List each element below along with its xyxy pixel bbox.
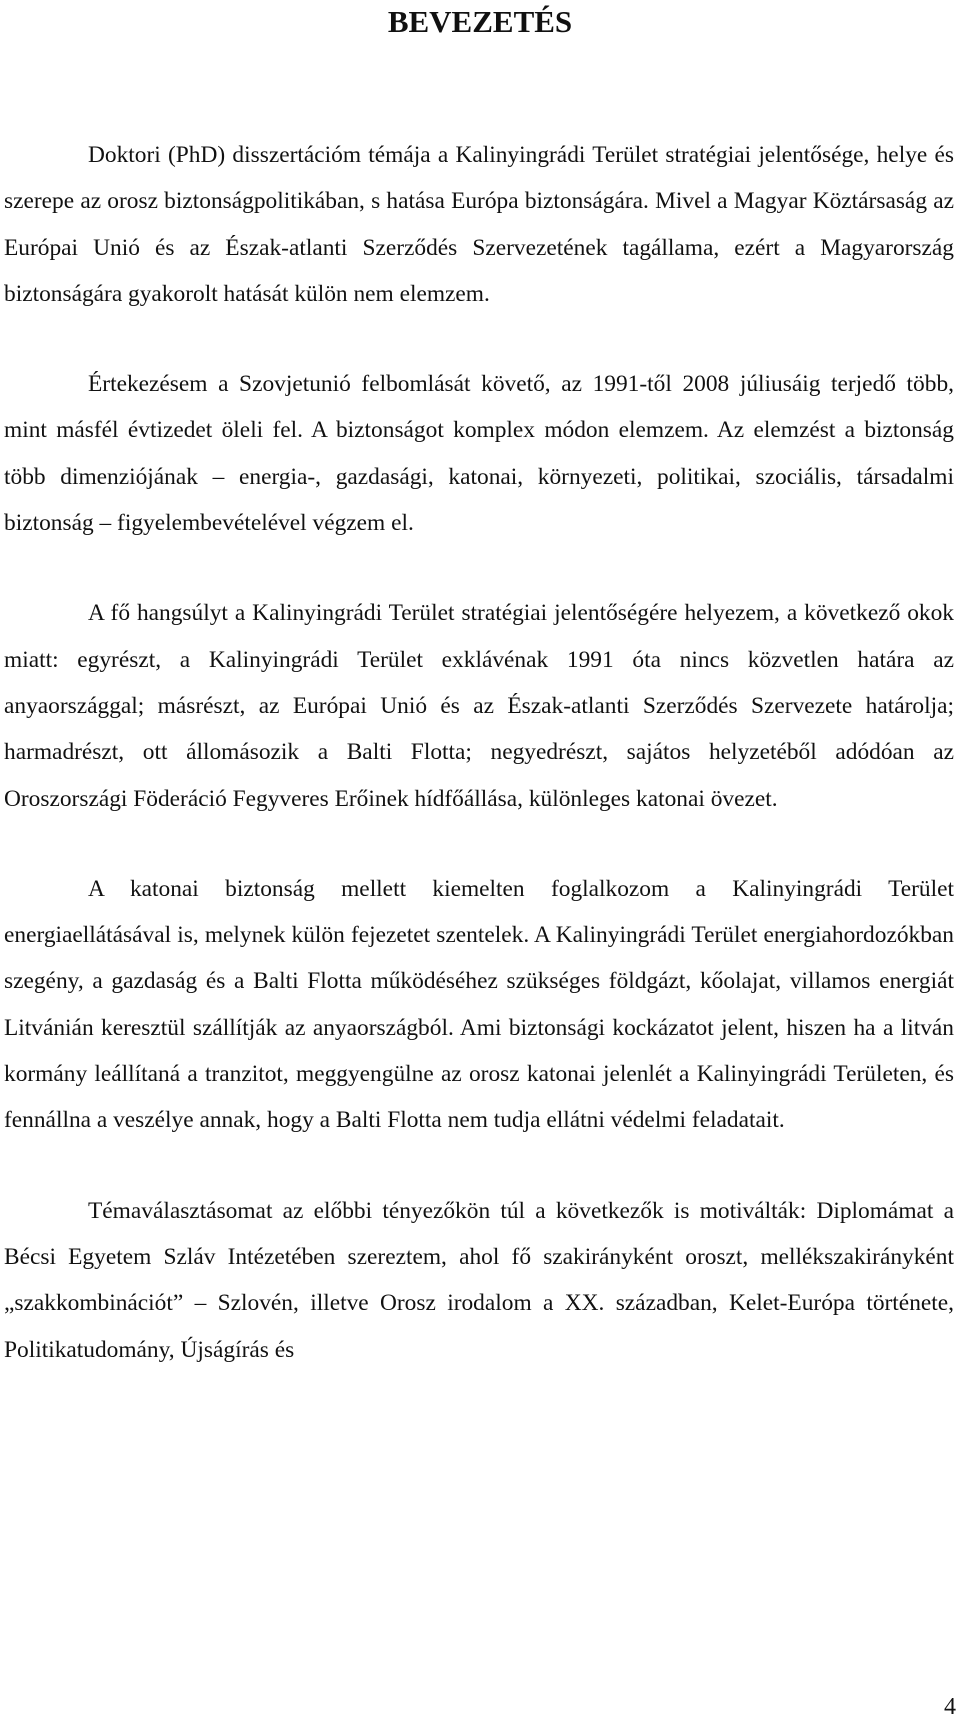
paragraph-4: A katonai biztonság mellett kiemelten foglalkozom a Kalinyingrádi Terület energiaellátásával is, melynek külön fejezetet szentelek. A Kalinyingrádi Terület energiahordozókban szegény, a gazdaság és a Balti Flotta működéséhez szükséges földgázt, kőolajat, villamos energiát Litvánián keresztül szállítják az anyaországból. Ami biztonsági kockázatot jelent, hiszen ha a litván kormány leállítaná a tranzitot, meggyengülne az orosz katonai jelenlét a Kalinyingrádi Területen, és fennállna a veszélye annak, hogy a Balti Flotta nem tudja ellátni védelmi feladatait. [4,875,954,1134]
page-number: 4 [944,1694,956,1720]
paragraph-5: Témaválasztásomat az előbbi tényezőkön túl a következők is motiválták: Diplomámat a Bécsi Egyetem Szláv Intézetében szereztem, ahol fő szakirányként oroszt, mellékszakirányként „szakkombinációt” – Szlovén, illetve Orosz irodalom a XX. században, Kelet-Európa története, Politikatudomány, Újságírás és [4,1197,954,1363]
paragraph-3: A fő hangsúlyt a Kalinyingrádi Terület stratégiai jelentőségére helyezem, a következő okok miatt: egyrészt, a Kalinyingrádi Terület exklávénak 1991 óta nincs közvetlen határa az anyaországgal; másrészt, az Európai Unió és az Észak-atlanti Szerződés Szervezete határolja; harmadrészt, ott állomásozik a Balti Flotta; negyedrészt, sajátos helyzetéből adódóan az Oroszországi Föderáció Fegyveres Erőinek hídfőállása, különleges katonai övezet. [4,600,954,812]
body-text [4,132,954,1417]
page-title: BEVEZETÉS [387,4,573,39]
paragraph-1: Doktori (PhD) disszertációm témája a Kalinyingrádi Terület stratégiai jelentősége, helye és szerepe az orosz biztonságpolitikában, s hatása Európa biztonságára. Mivel a Magyar Köztársaság az Európai Unió és az Észak-atlanti Szerződés Szervezetének tagállama, ezért a Magyarország biztonságára gyakorolt hatását külön nem elemzem. [4,142,954,307]
paragraph-2: Értekezésem a Szovjetunió felbomlását követő, az 1991-től 2008 júliusáig terjedő több, mint másfél évtizedet öleli fel. A biztonságot komplex módon elemzem. Az elemzést a biztonság több dimenziójának – energia-, gazdasági, katonai, környezeti, politikai, szociális, társadalmi biztonság – figyelembevételével végzem el. [4,371,954,537]
